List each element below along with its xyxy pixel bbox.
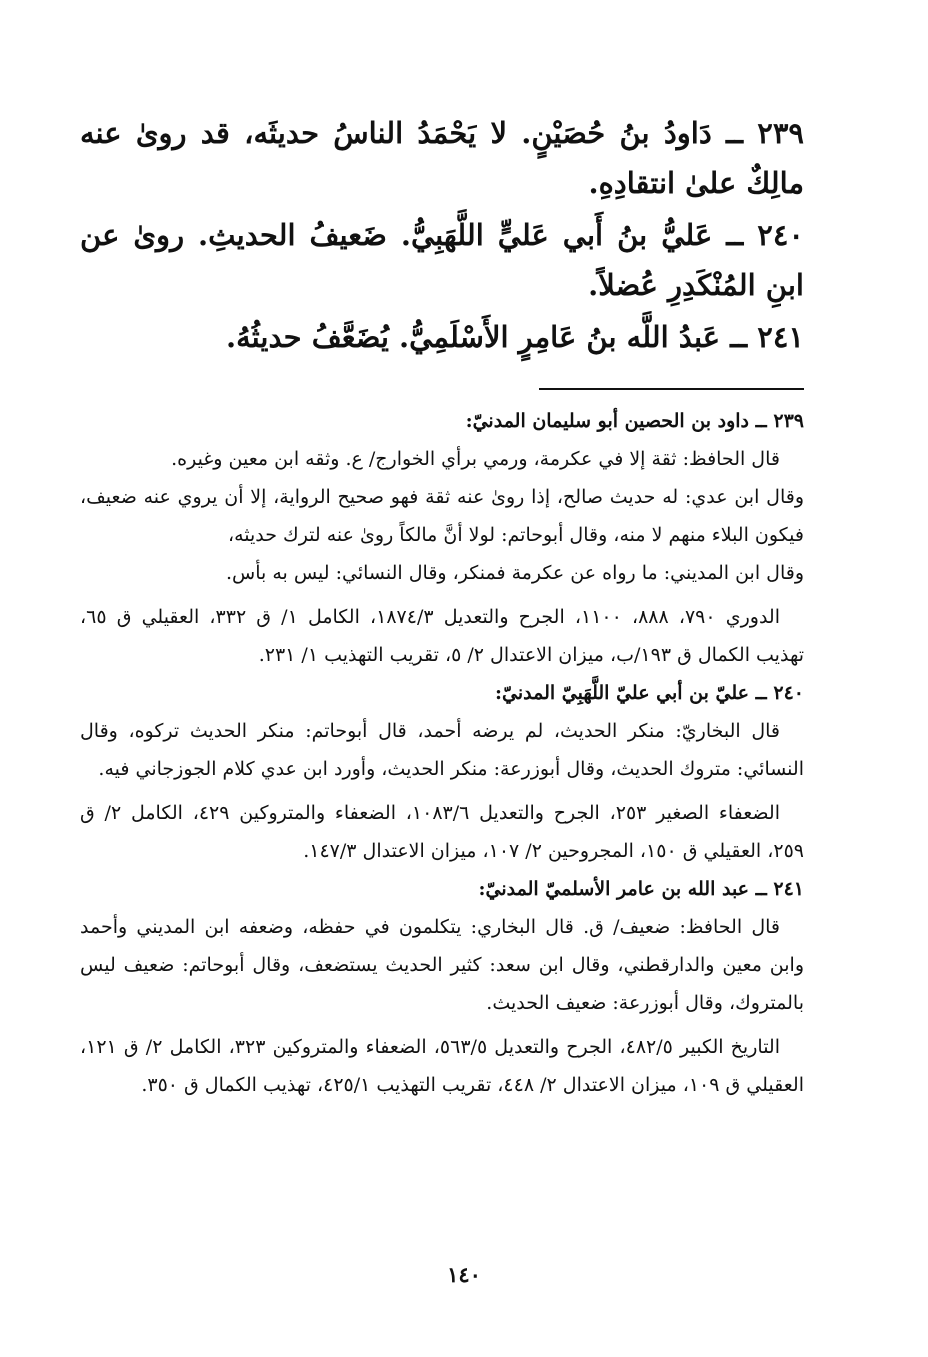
note-heading: ٢٤٠ ــ عليّ بن أبي عليّ اللَّهَبِيّ المدنيّ: [495, 682, 804, 704]
note-paragraph: قال الحافظ: ضعيف/ ق. قال البخاري: يتكلمون في حفظه، وضعفه ابن المديني وأحمد وابن معين والدارقطني، وقال ابن سعد: كثير الحديث يستضعف، وقال أبوحاتم: ضعيف ليس بالمتروك، وقال أبوزرعة: ضعيف الحديث. [80, 916, 804, 1014]
main-entry-241: ٢٤١ ــ عَبدُ اللَّه بنُ عَامِرٍ الأَسْلَمِيُّ. يُضَعَّفُ حديثُهُ. [225, 320, 804, 354]
note-references: الضعفاء الصغير ٢٥٣، الجرح والتعديل ١٠٨٣/٦، الضعفاء والمتروكين ٤٢٩، الكامل ٢/ ق ٢٥٩، العقيلي ق ١٥٠، المجروحين ٢/ ١٠٧، ميزان الاعتدال ١٤٧/٣. [80, 802, 804, 862]
note-240 [80, 674, 804, 870]
footnote-divider [539, 388, 804, 390]
note-references: التاريخ الكبير ٤٨٢/٥، الجرح والتعديل ٥٦٣/٥، الضعفاء والمتروكين ٣٢٣، الكامل ٢/ ق ١٢١، العقيلي ق ١٠٩، ميزان الاعتدال ٢/ ٤٤٨، تقريب التهذيب ٤٢٥/١، تهذيب الكمال ق ٣٥٠. [80, 1036, 804, 1096]
note-paragraph: وقال ابن عدي: له حديث صالح، إذا روىٰ عنه ثقة فهو صحيح الرواية، إلا أن يروي عنه ضعيف، فيكون البلاء منهم لا منه، وقال أبوحاتم: لولا أنَّ مالكاً روىٰ عنه لترك حديثه، [80, 486, 804, 546]
page-number: ١٤٠ [447, 1262, 481, 1287]
main-entry-240: ٢٤٠ ــ عَليُّ بنُ أَبي عَليٍّ اللَّهَبِيُّ. ضَعيفُ الحديثِ. روىٰ عن ابنِ المُنْكَدِرِ عُضلاً. [80, 218, 804, 302]
main-entries [80, 108, 804, 362]
note-paragraph: قال الحافظ: ثقة إلا في عكرمة، ورمي برأي الخوارج/ ع. وثقه ابن معين وغيره. [171, 448, 780, 470]
note-239 [80, 402, 804, 674]
note-references: الدوري ٧٩٠، ٨٨٨، ١١٠٠، الجرح والتعديل ١٨٧٤/٣، الكامل ١/ ق ٣٣٢، العقيلي ق ٦٥، تهذيب الكمال ق ١٩٣/ب، ميزان الاعتدال ٢/ ٥، تقريب التهذيب ١/ ٢٣١. [80, 606, 804, 666]
main-entry-239: ٢٣٩ ــ دَاودُ بنُ حُصَيْنٍ. لا يَحْمَدُ الناسُ حديثَه، قد روىٰ عنه مالِكٌ علىٰ انتقادِهِ. [80, 116, 804, 200]
note-paragraph: وقال ابن المديني: ما رواه عن عكرمة فمنكر، وقال النسائي: ليس به بأس. [225, 562, 804, 584]
note-paragraph: قال البخاريّ: منكر الحديث، لم يرضه أحمد، قال أبوحاتم: منكر الحديث تركوه، وقال النسائي: متروك الحديث، وقال أبوزرعة: منكر الحديث، وأورد ابن عدي كلام الجوزجاني فيه. [80, 720, 804, 780]
note-heading: ٢٣٩ ــ داود بن الحصين أبو سليمان المدنيّ: [465, 410, 804, 432]
note-heading: ٢٤١ ــ عبد الله بن عامر الأسلميّ المدنيّ: [478, 878, 804, 900]
note-241 [80, 870, 804, 1104]
